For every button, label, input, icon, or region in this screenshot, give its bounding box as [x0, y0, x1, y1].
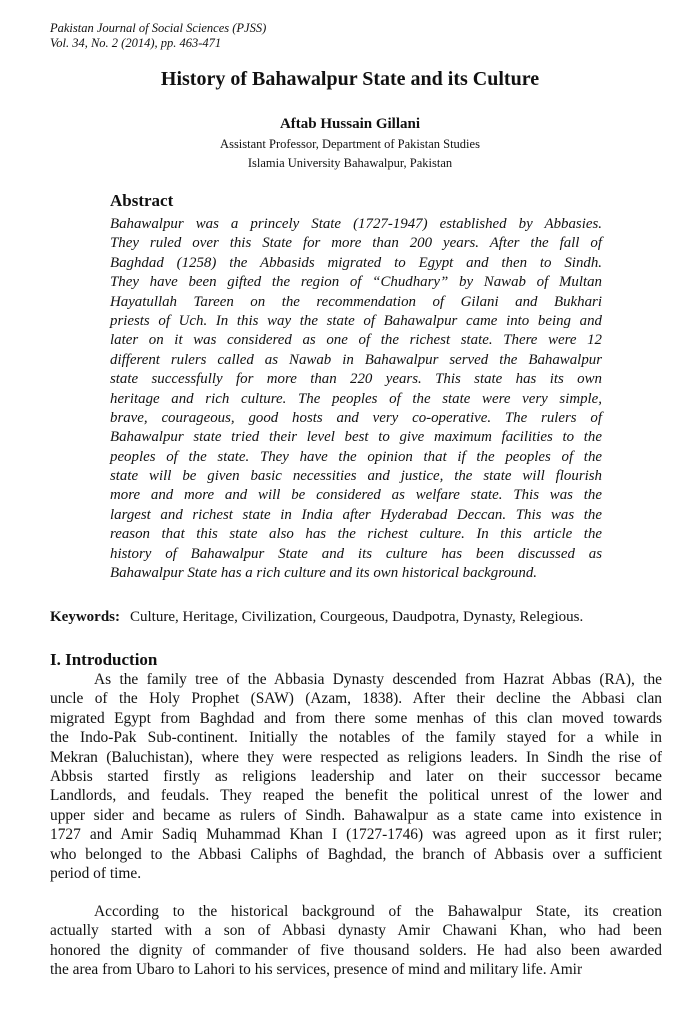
text-line: As the family tree of the Abbasia Dynasty descended from Hazrat Abbas (RA), the: [94, 671, 662, 688]
text-line: later on it was considered as one of the richest state. There were 12: [110, 332, 602, 349]
text-line: who belonged to the Abbasi Caliphs of Baghdad, the branch of Abbasis over a sufficient: [50, 845, 662, 863]
text-line: They have been gifted the region of “Chudhary” by Nawab of Multan: [110, 274, 602, 291]
text-line: 1727 and Amir Sadiq Muhammad Khan I (1727-1746) was agreed upon as it first ruler;: [50, 826, 662, 844]
section-heading-introduction: I. Introduction: [50, 650, 158, 669]
text-line: Bahawalpur State has a rich culture and its own historical background.: [110, 565, 537, 582]
text-line: honored the dignity of commander of five thousand solders. He had also been awarded: [50, 941, 662, 959]
text-line: actually started with a son of Abbasi dynasty Amir Chawani Khan, who had been: [50, 922, 662, 940]
text-line: state will be given basic necessities and justice, the state will flourish: [110, 468, 602, 485]
text-line: peoples of the state. They have the opinion that if the peoples of the: [110, 448, 602, 465]
text-line: the Indo-Pak Sub-continent. Initially the notables of the family stayed for a while in: [50, 729, 662, 747]
text-line: upper sider and became as rulers of Sindh. Bahawalpur as a state came into existence in: [50, 806, 662, 824]
text-line: brave, courageous, good hosts and very co-operative. The rulers of: [110, 409, 602, 426]
text-line: different rulers called as Nawab in Bahawalpur served the Bahawalpur: [110, 351, 602, 368]
keywords-label: Keywords:: [50, 609, 120, 625]
text-line: Bahawalpur was a princely State (1727-1947) established by Abbasies.: [110, 216, 602, 232]
journal-volume: Vol. 34, No. 2 (2014), pp. 463-471: [50, 36, 222, 50]
text-line: According to the historical background of the Bahawalpur State, its creation: [94, 903, 662, 920]
text-line: They ruled over this State for more than 200 years. After the fall of: [110, 235, 602, 252]
text-line: heritage and rich culture. The peoples of the state were very simple,: [110, 390, 602, 407]
text-line: largest and richest state in India after Hyderabad Deccan. This was the: [110, 506, 602, 523]
author-position: Assistant Professor, Department of Pakistan Studies: [220, 137, 480, 151]
text-line: the area from Ubaro to Lahori to his services, presence of mind and military life. Amir: [50, 961, 583, 979]
intro-paragraph-1: [50, 670, 662, 883]
paper-title: History of Bahawalpur State and its Culture: [160, 68, 540, 90]
text-line: state successfully for more than 220 years. This state has its own: [110, 371, 602, 388]
text-line: reason that this state also has the richest culture. In this article the: [110, 526, 602, 543]
text-line: more and more and will be considered as welfare state. This was the: [110, 487, 602, 504]
text-line: priests of Uch. In this way the state of Bahawalpur came into being and: [110, 312, 602, 329]
author-name: Aftab Hussain Gillani: [279, 116, 421, 132]
text-line: Landlords, and feudals. They reaped the benefit the political unrest of the lower and: [50, 787, 662, 805]
author-institution: Islamia University Bahawalpur, Pakistan: [247, 156, 453, 170]
text-line: Bahawalpur state tried their level best to give maximum facilities to the: [110, 429, 602, 446]
text-line: history of Bahawalpur State and its culture has been discussed as: [110, 545, 602, 562]
text-line: Baghdad (1258) the Abbasids migrated to Egypt and then to Sindh.: [110, 254, 602, 271]
abstract-heading: Abstract: [110, 191, 174, 210]
text-line: Abbsis started firstly as religions leadership and later on their successor became: [50, 767, 662, 785]
text-line: Mekran (Baluchistan), where they were respected as religions leaders. In Sindh the rise of: [50, 748, 662, 766]
intro-paragraph-2: [50, 902, 662, 980]
journal-name: Pakistan Journal of Social Sciences (PJSS): [50, 21, 267, 35]
text-line: period of time.: [50, 864, 142, 882]
abstract-body: [110, 215, 602, 583]
journal-citation: [50, 21, 266, 51]
text-line: uncle of the Holy Prophet (SAW) (Azam, 1838). After their decline the Abbasi clan: [50, 690, 662, 708]
keywords: [50, 609, 583, 626]
text-line: Hayatullah Tareen on the recommendation of Gilani and Bukhari: [110, 293, 602, 310]
text-line: migrated Egypt from Baghdad and from there some menhas of this clan moved towards: [50, 709, 662, 727]
keywords-text: Culture, Heritage, Civilization, Courgeous, Daudpotra, Dynasty, Relegious.: [130, 609, 584, 625]
